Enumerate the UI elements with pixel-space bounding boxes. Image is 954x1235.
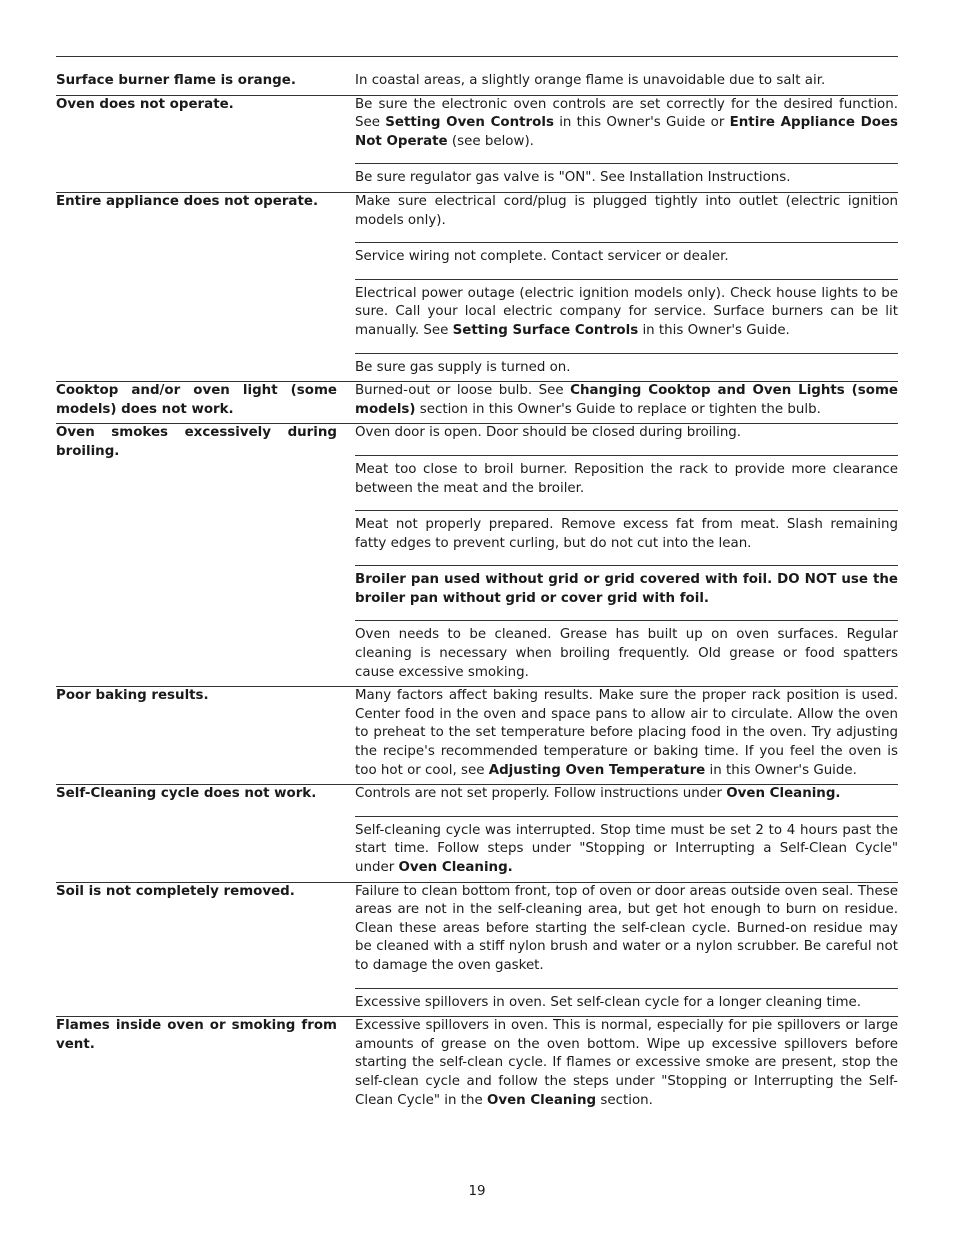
solution-list (355, 72, 898, 95)
solution-list (355, 1017, 898, 1114)
problem-row (56, 785, 898, 882)
text-segment: Failure to clean bottom front, top of oven or door areas outside oven seal. These areas are not in the self-cleaning area, but get hot enough to burn on residue. Clean these areas before starting the self-clean cycle. Burned-on residue may be cleaned with a stiff nylon brush and water or a nylon scrubber. Be careful not to damage the oven gasket. (355, 883, 898, 973)
problem-label: Self-Cleaning cycle does not work. (56, 786, 317, 802)
page-number: 19 (468, 1184, 486, 1199)
solution-text (355, 96, 898, 165)
solution-text (355, 994, 898, 1017)
text-segment: Oven needs to be cleaned. Grease has built up on oven surfaces. Regular cleaning is necessary when broiling frequently. Old grease or food spatters cause excessive smoking. (355, 627, 898, 680)
solution-list (355, 193, 898, 381)
emphasized-text: Broiler pan used without grid or grid covered with foil. DO NOT use the broiler pan without grid or cover grid with foil. (355, 572, 898, 606)
text-segment: section. (596, 1092, 653, 1108)
troubleshooting-table (56, 72, 898, 1114)
problem-row (56, 72, 898, 96)
problem-row (56, 1017, 898, 1114)
solution-text (355, 687, 898, 784)
text-segment: Many factors affect baking results. Make sure the proper rack position is used. Center food in the oven and space pans to allow air to circulate. Allow the oven to preheat to the set temperature before placing food in the oven. Try adjusting the recipe's recommended temperature or baking time. If you feel the oven is too hot or cool, see (355, 688, 898, 778)
solution-list (355, 424, 898, 686)
text-segment: in this Owner's Guide. (638, 322, 790, 338)
text-segment: Oven door is open. Door should be closed during broiling. (355, 425, 742, 441)
text-segment: Meat too close to broil burner. Reposition the rack to provide more clearance between the meat and the broiler. (355, 461, 898, 496)
text-segment: In coastal areas, a slightly orange flame is unavoidable due to salt air. (355, 73, 826, 88)
solution-text (355, 822, 898, 882)
problem-row (56, 382, 898, 424)
solution-text (355, 785, 898, 817)
solution-text (355, 359, 898, 382)
text-segment: Meat not properly prepared. Remove excess fat from meat. Slash remaining fatty edges to prevent curling, but do not cut into the lean. (355, 517, 898, 551)
solution-text (355, 424, 898, 456)
problem-row (56, 193, 898, 382)
problem-label: Oven smokes excessively during broiling. (56, 425, 337, 459)
solution-text (355, 193, 898, 243)
solution-text (355, 626, 898, 686)
problem-row (56, 424, 898, 687)
text-segment: Excessive spillovers in oven. Set self-clean cycle for a longer cleaning time. (355, 994, 862, 1010)
text-segment: Be sure regulator gas valve is "ON". See Installation Instructions. (355, 170, 791, 186)
solution-list (355, 687, 898, 784)
text-segment: in this Owner's Guide or (553, 115, 730, 131)
problem-row (56, 96, 898, 193)
solution-text (355, 382, 898, 423)
solution-text (355, 461, 898, 511)
problem-label: Soil is not completely removed. (56, 883, 295, 899)
text-segment: Self-cleaning cycle was interrupted. Stop time must be set 2 to 4 hours past the start time. Follow steps under "Stopping or Interrupting a Self-Clean Cycle" under (355, 822, 898, 875)
problem-label: Entire appliance does not operate. (56, 193, 319, 209)
solution-list (355, 883, 898, 1017)
text-segment: Make sure electrical cord/plug is plugged tightly into outlet (electric ignition models only). (355, 193, 898, 228)
problem-row (56, 687, 898, 785)
text-segment: Controls are not set properly. Follow instructions under (355, 786, 727, 802)
top-rule (56, 56, 898, 57)
emphasized-text: Oven Cleaning. (726, 786, 841, 802)
solution-text (355, 285, 898, 354)
solution-list (355, 96, 898, 192)
solution-text (355, 169, 898, 192)
text-segment: (see below). (447, 133, 534, 149)
text-segment: Burned-out or loose bulb. See (355, 383, 571, 399)
solution-text (355, 1017, 898, 1114)
emphasized-text: Oven Cleaning. (398, 860, 513, 875)
solution-text (355, 883, 898, 989)
text-segment: Excessive spillovers in oven. This is normal, especially for pie spillovers or large amounts of grease on the oven bottom. Wipe up excessive spillovers before starting the self-clean cycle. If flames or excessive smoke are present, stop the self-clean cycle and follow the steps under "Stopping or Interrupting the Self-Clean Cycle" in the (355, 1018, 898, 1108)
solution-list (355, 382, 898, 423)
emphasized-text: Adjusting Oven Temperature (488, 762, 706, 778)
problem-label: Surface burner flame is orange. (56, 73, 296, 88)
text-segment: section in this Owner's Guide to replace or tighten the bulb. (415, 401, 821, 417)
problem-label: Flames inside oven or smoking from vent. (56, 1018, 337, 1052)
emphasized-text: Setting Oven Controls (385, 115, 554, 131)
emphasized-text: Oven Cleaning (486, 1092, 597, 1108)
problem-label: Poor baking results. (56, 688, 209, 704)
emphasized-text: Changing Cooktop and Oven Lights (some models) (355, 383, 898, 417)
solution-list (355, 785, 898, 881)
solution-text (355, 248, 898, 280)
text-segment: Be sure the electronic oven controls are set correctly for the desired function. See (355, 96, 898, 131)
text-segment: Service wiring not complete. Contact servicer or dealer. (355, 249, 729, 265)
problem-label: Cooktop and/or oven light (some models) does not work. (56, 383, 337, 417)
problem-row (56, 883, 898, 1018)
solution-text (355, 571, 898, 621)
solution-text (355, 516, 898, 566)
problem-label: Oven does not operate. (56, 96, 234, 112)
emphasized-text: Setting Surface Controls (452, 322, 639, 338)
text-segment: in this Owner's Guide. (705, 762, 857, 778)
text-segment: Electrical power outage (electric ignition models only). Check house lights to be sure. Call your local electric company for service. Surface burners can be lit manually. See (355, 285, 898, 338)
solution-text (355, 72, 898, 95)
text-segment: Be sure gas supply is turned on. (355, 359, 571, 375)
emphasized-text: Entire Appliance Does Not Operate (355, 115, 898, 149)
